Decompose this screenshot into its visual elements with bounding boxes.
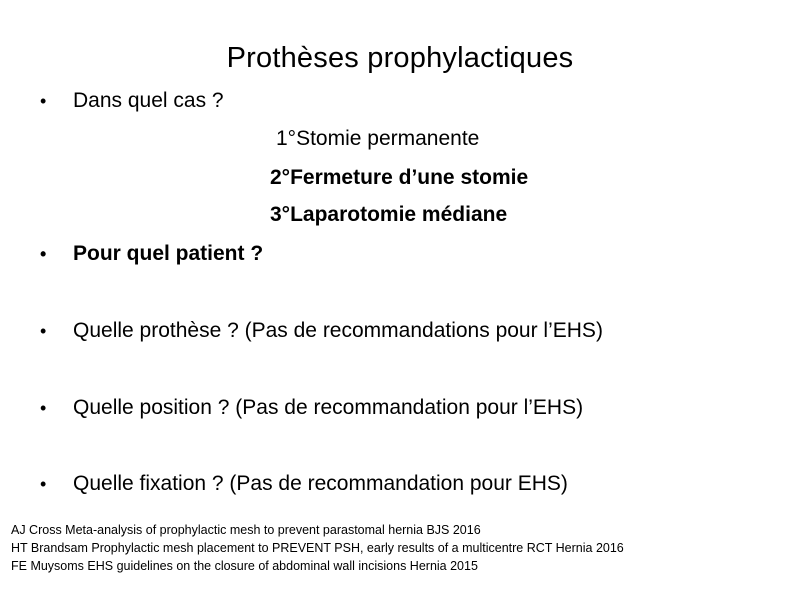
reference-item: FE Muysoms EHS guidelines on the closure of abdominal wall incisions Hernia 2015 bbox=[11, 559, 478, 573]
bullet-icon: • bbox=[40, 398, 47, 418]
bullet-item-quelle-prothese bbox=[40, 319, 603, 343]
bullet-icon: • bbox=[40, 474, 47, 494]
bullet-icon: • bbox=[40, 321, 47, 341]
references bbox=[11, 521, 624, 575]
bullet-item-pour-quel-patient bbox=[40, 242, 263, 266]
reference-item: HT Brandsam Prophylactic mesh placement to PREVENT PSH, early results of a multicentre RCT Hernia 2016 bbox=[11, 541, 624, 555]
bullet-text: Quelle prothèse ? (Pas de recommandations pour l’EHS) bbox=[73, 319, 603, 342]
sub-item-laparotomie-mediane: 3°Laparotomie médiane bbox=[270, 203, 508, 226]
bullet-item-quelle-position bbox=[40, 396, 583, 420]
slide-title: Prothèses prophylactiques bbox=[226, 42, 574, 74]
reference-item: AJ Cross Meta-analysis of prophylactic mesh to prevent parastomal hernia BJS 2016 bbox=[11, 523, 481, 537]
bullet-icon: • bbox=[40, 91, 47, 111]
bullet-icon: • bbox=[40, 244, 47, 264]
bullet-item-quelle-fixation bbox=[40, 472, 568, 496]
bullet-text: Quelle position ? (Pas de recommandation pour l’EHS) bbox=[73, 396, 584, 419]
bullet-item-dans-quel-cas bbox=[40, 89, 224, 113]
bullet-text: Dans quel cas ? bbox=[73, 89, 224, 112]
bullet-text: Quelle fixation ? (Pas de recommandation pour EHS) bbox=[73, 472, 568, 495]
bullet-text: Pour quel patient ? bbox=[73, 242, 264, 265]
sub-item-fermeture-stomie: 2°Fermeture d’une stomie bbox=[270, 166, 529, 189]
sub-item-stomie-permanente: 1°Stomie permanente bbox=[276, 127, 480, 150]
